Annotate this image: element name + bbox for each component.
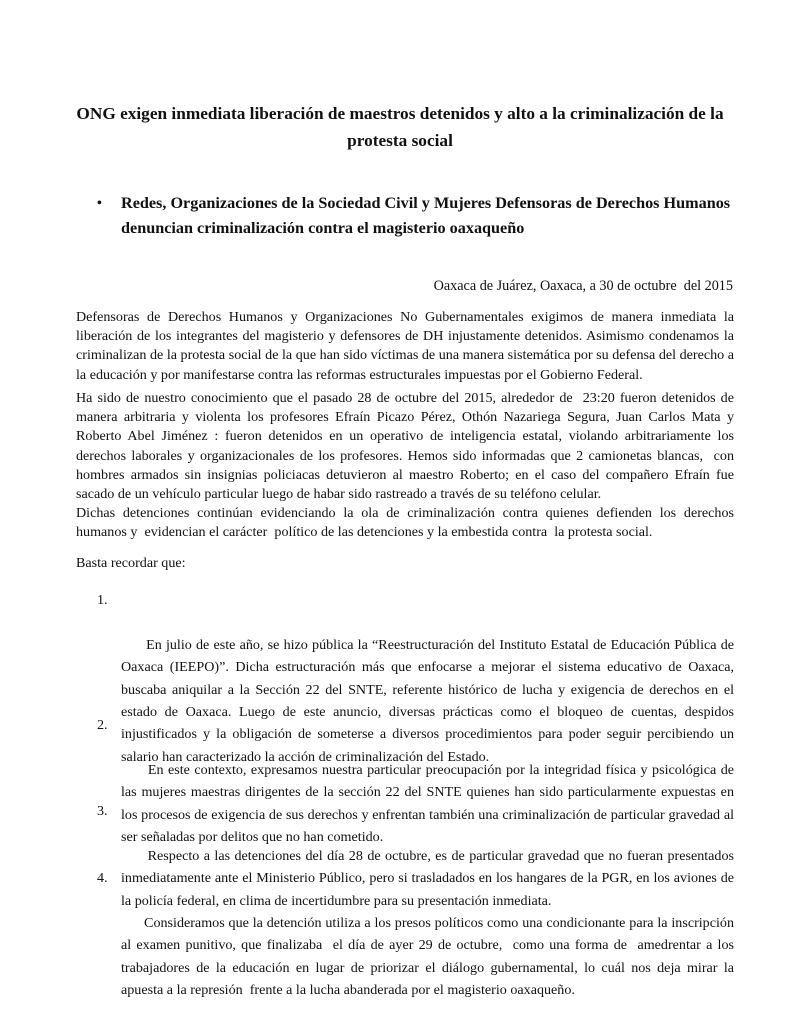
list-item-text: Respecto a las detenciones del día 28 de octubre, es de particular gravedad que no fueran presentados inmediatamente ante el Ministerio Público, pero si trasladados en los hangares de la PGR, en los aviones de la policía federal, en clima de incertidumbre para su presentación inmediata.: [121, 847, 738, 909]
list-item-text: En este contexto, expresamos nuestra particular preocupación por la integridad física y psicológica de las mujeres maestras dirigentes de la sección 22 del SNTE quienes han sido particularmente expuestas en los procesos de exigencia de sus derechos y enfrentan también una criminalización de particular gravedad al ser señaladas por delitos que no han cometido.: [121, 761, 738, 846]
paragraph-criminalization: Dichas detenciones continúan evidenciando la ola de criminalización contra quienes defienden los derechos humanos y evidencian el carácter político de las detenciones y la embestida contra la protesta social.: [76, 505, 738, 541]
list-item: [97, 867, 738, 1024]
list-item-text: Consideramos que la detención utiliza a los presos políticos como una condicionante para la inscripción al examen punitivo, que finalizaba el día de ayer 29 de octubre, como una forma de amedrentar a los trabajadores de la educación en lugar de priorizar el diálogo gubernamental, lo cuál nos deja mirar la apuesta a la represión frente a la lucha abanderada por el magisterio oaxaqueño.: [121, 914, 738, 999]
list-item-number: 2.: [97, 717, 108, 733]
subtitle-list: [0, 191, 791, 241]
subtitle-text: Redes, Organizaciones de la Sociedad Civil y Mujeres Defensoras de Derechos Humanos denuncian criminalización contra el magisterio oaxaqueño: [121, 194, 731, 237]
list-item-number: 1.: [97, 592, 108, 608]
paragraph-recall: Basta recordar que:: [76, 555, 186, 571]
list-item-text: En julio de este año, se hizo pública la “Reestructuración del Instituto Estatal de Educación Pública de Oaxaca (IEEPO)”. Dicha estructuración más que enfocarse a mejorar el sistema educativo de Oaxaca, buscaba aniquilar a la Sección 22 del SNTE, referente histórico de lucha y exigencia de derechos en el estado de Oaxaca. Luego de este anuncio, diversas prácticas como el bloqueo de cuentas, despidos injustificados y la obligación de someterse a diversos procedimientos para poder seguir percibiendo un salario han caracterizado la acción de criminalización del Estado.: [121, 636, 738, 765]
bullet-icon: •: [97, 196, 102, 211]
subtitle-item: [0, 191, 734, 241]
list-item-number: 4.: [97, 870, 108, 886]
document-title: ONG exigen inmediata liberación de maestros detenidos y alto a la criminalización de la protesta social: [76, 104, 724, 150]
paragraph-intro: Defensoras de Derechos Humanos y Organizaciones No Gubernamentales exigimos de manera inmediata la liberación de los integrantes del magisterio y defensores de DH injustamente detenidos. Asimismo condenamos la criminalizan de la protesta social de la que han sido víctimas de una manera sistemática por su defensa del derecho a la educación y por manifestarse contra las reformas estructurales impuestas por el Gobierno Federal.: [76, 309, 738, 383]
list-item-number: 3.: [97, 803, 108, 819]
dateline: Oaxaca de Juárez, Oaxaca, a 30 de octubre del 2015: [433, 278, 733, 294]
paragraph-detentions: Ha sido de nuestro conocimiento que el pasado 28 de octubre del 2015, alrededor de 23:20 fueron detenidos de manera arbitraria y violenta los profesores Efraín Picazo Pérez, Othón Nazariega Segura, Juan Carlos Mata y Roberto Abel Jiménez : fueron detenidos en un operativo de inteligencia estatal, violando arbitrariamente los derechos laborales y organizacionales de los profesores. Hemos sido informadas que 2 camionetas blancas, con hombres armados sin insignias policiacas detuvieron al maestro Roberto; en el caso del compañero Efraín fue sacado de un vehículo particular luego de habar sido rastreado a través de su teléfono celular.: [76, 390, 738, 503]
